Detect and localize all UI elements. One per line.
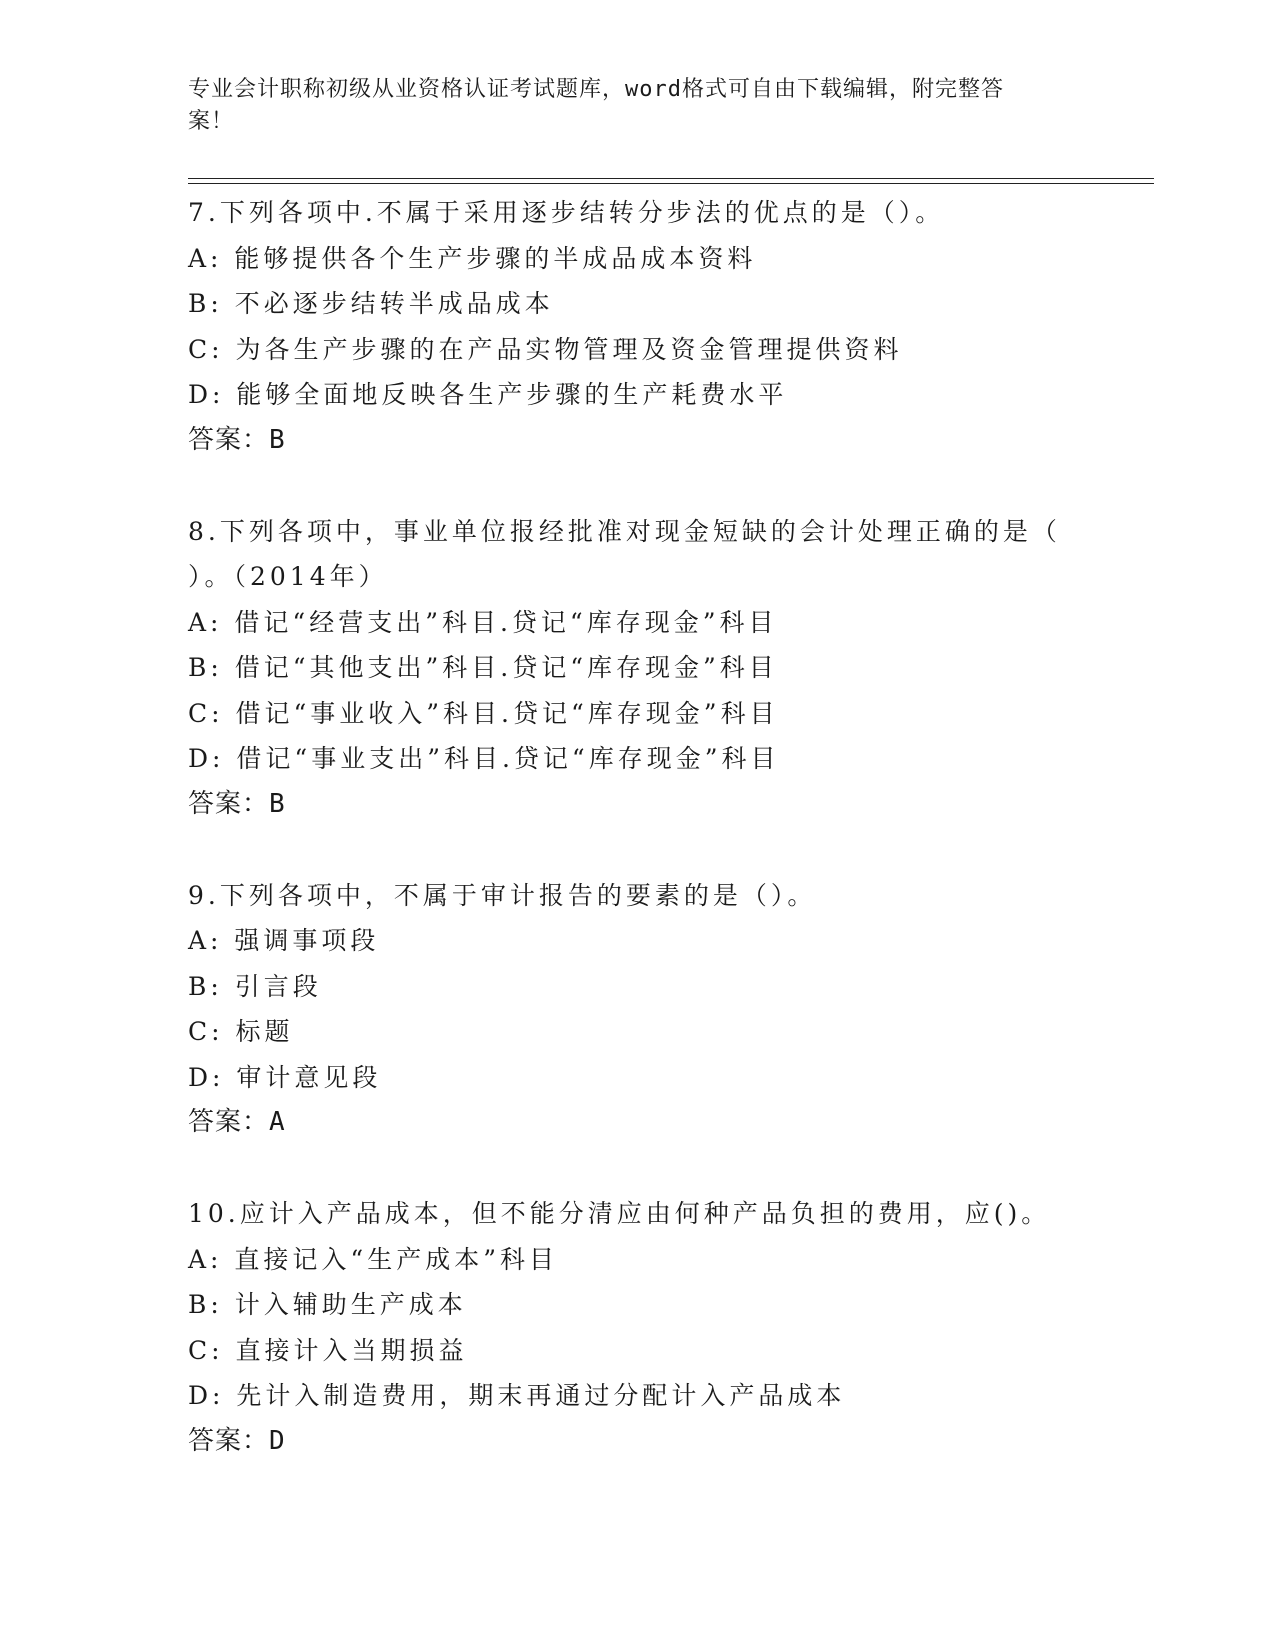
option-b: B: 借记“其他支出”科目.贷记“库存现金”科目 (188, 653, 778, 682)
question-stem (188, 1191, 1088, 1237)
header-line-2: 案！ (188, 109, 235, 134)
option-d: D: 审计意见段 (188, 1062, 382, 1092)
option-b: B: 计入辅助生产成本 (188, 1290, 467, 1319)
question-block (188, 509, 1088, 828)
document-header (188, 74, 1068, 138)
question-list (188, 190, 1088, 1464)
question-stem-line: 8.下列各项中，事业单位报经批准对现金短缺的会计处理正确的是（ (188, 516, 1061, 546)
question-stem (188, 509, 1088, 600)
question-stem (188, 190, 1088, 236)
option-d: D: 先计入制造费用，期末再通过分配计入产品成本 (188, 1381, 846, 1410)
option-list (188, 236, 1088, 418)
answer-line: 答案：D (188, 1425, 286, 1456)
option-a: A: 借记“经营支出”科目.贷记“库存现金”科目 (188, 607, 778, 637)
option-c: C: 直接计入当期损益 (188, 1335, 468, 1365)
option-list (188, 1237, 1088, 1419)
option-c: C: 借记“事业收入”科目.贷记“库存现金”科目 (188, 698, 779, 728)
option-a: A: 强调事项段 (188, 926, 380, 955)
spacer (188, 827, 1088, 873)
option-c: C: 为各生产步骤的在产品实物管理及资金管理提供资料 (188, 334, 903, 364)
question-stem-line: 7.下列各项中.不属于采用逐步结转分步法的优点的是（）。 (188, 198, 945, 227)
spacer (188, 463, 1088, 509)
option-c: C: 标题 (188, 1017, 294, 1046)
option-b: B: 引言段 (188, 971, 322, 1001)
answer-line: 答案：A (188, 1107, 286, 1137)
question-stem-line: 9.下列各项中，不属于审计报告的要素的是（）。 (188, 880, 817, 910)
option-a: A: 能够提供各个生产步骤的半成品成本资料 (188, 243, 757, 273)
option-list (188, 600, 1088, 782)
option-d: D: 能够全面地反映各生产步骤的生产耗费水平 (188, 380, 788, 409)
option-b: B: 不必逐步结转半成品成本 (188, 289, 554, 318)
question-stem-line: ）。（2014年） (188, 562, 388, 591)
question-block (188, 873, 1088, 1146)
header-divider-top (188, 178, 1154, 179)
spacer (188, 1146, 1088, 1192)
header-line-1: 专业会计职称初级从业资格认证考试题库，word格式可自由下载编辑，附完整答 (188, 77, 1004, 102)
option-list (188, 918, 1088, 1100)
question-block (188, 190, 1088, 463)
option-d: D: 借记“事业支出”科目.贷记“库存现金”科目 (188, 744, 780, 773)
question-stem-line: 10.应计入产品成本，但不能分清应由何种产品负担的费用，应()。 (188, 1199, 1051, 1228)
question-stem (188, 873, 1088, 919)
answer-line: 答案：B (188, 788, 286, 819)
question-block (188, 1191, 1088, 1464)
header-divider-bottom (188, 183, 1154, 184)
answer-line: 答案：B (188, 424, 286, 455)
option-a: A: 直接记入“生产成本”科目 (188, 1244, 558, 1274)
